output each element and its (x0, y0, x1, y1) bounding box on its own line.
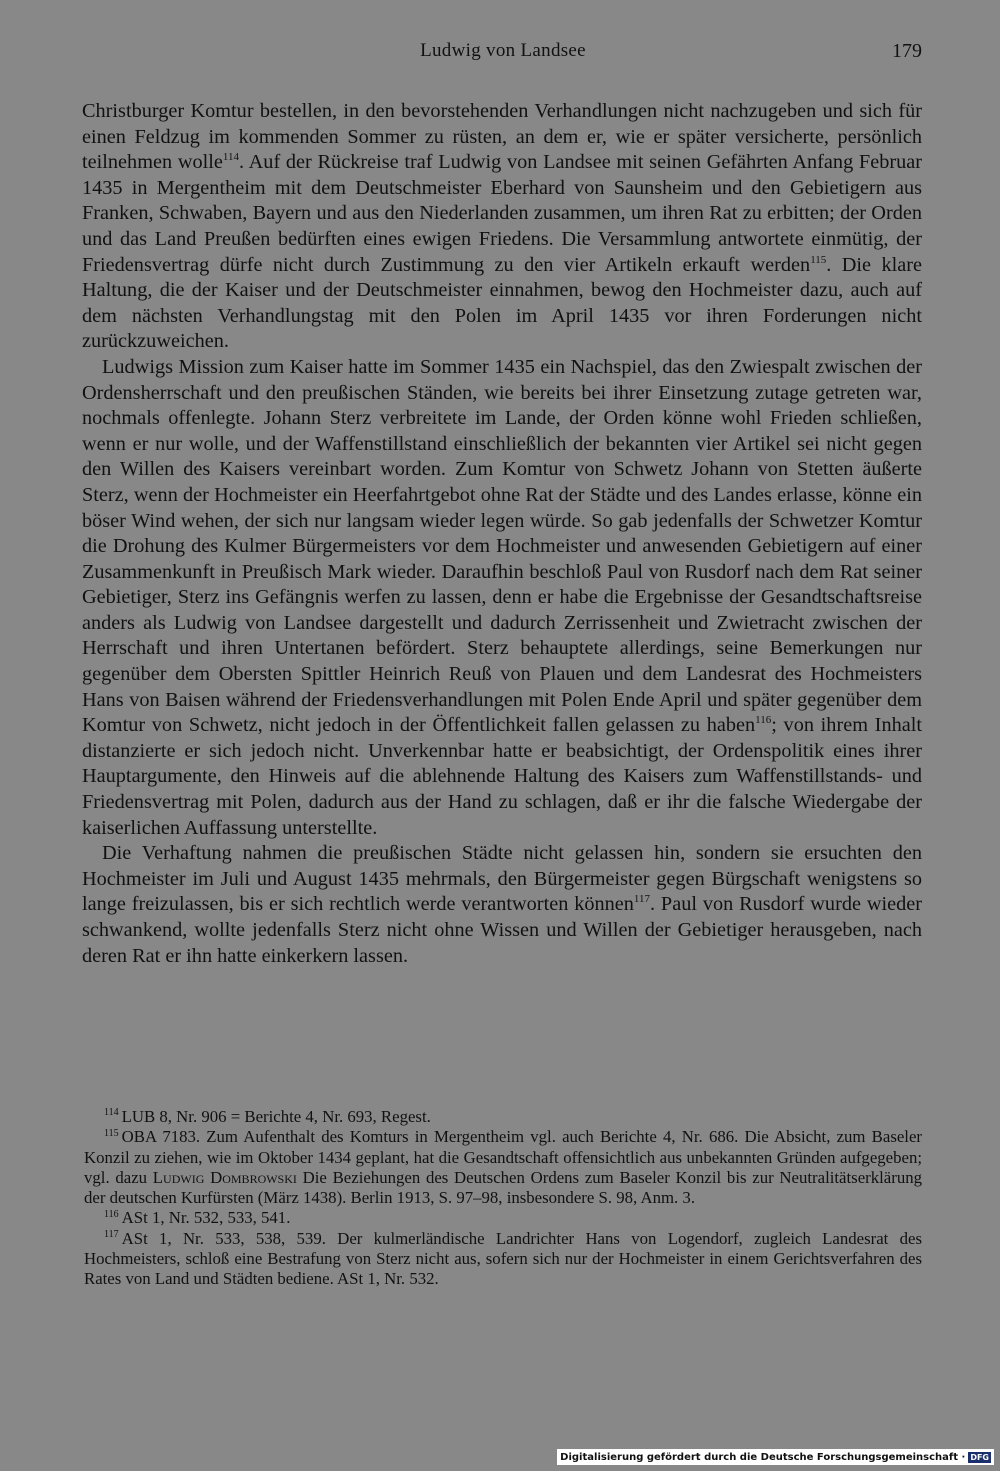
footnote-ref-116[interactable]: 116 (755, 714, 772, 727)
dfg-logo-icon: DFG (970, 1452, 989, 1462)
paragraph-3 (82, 841, 922, 969)
footnote-ref-115[interactable]: 115 (810, 253, 827, 266)
paragraph-3-text-b: . Paul von Rusdorf wurde wieder schwankend, wollte jedenfalls Sterz nicht ohne Wissen und Willen der Gebietiger herausgeben, nach deren Rat er ihn hatte einkerkern lassen. (82, 893, 922, 967)
paragraph-1 (82, 99, 922, 355)
footnote-ref-117[interactable]: 117 (633, 893, 650, 906)
digitization-credit (557, 1449, 994, 1465)
footnote-number: 116 (104, 1208, 119, 1220)
paragraph-2-text-a: Ludwigs Mission zum Kaiser hatte im Sommer 1435 ein Nachspiel, das den Zwiespalt zwischen der Ordensherrschaft und den preußischen Ständen, wie bereits bei ihrer Einsetzung zutage getreten war, nochmals offenlegte. Johann Sterz verbreitete im Lande, der Orden könne wohl Frieden schließen, wenn er nur wolle, und der Waffenstillstand einschließlich der bekannten vier Artikel sei nicht gegen den Willen des Kaisers vereinbart worden. Zum Komtur von Schwetz Johann von Stetten äußerte Sterz, wenn der Hochmeister ein Heerfahrtgebot ohne Rat der Städte und des Landes erlasse, könne ein böser Wind wehen, der sich nur langsam wieder legen würde. So gab jedenfalls der Schwetzer Komtur die Drohung des Kulmer Bürgermeisters vor dem Hochmeister und anwesenden Gebietigern auf einer Zusammenkunft in Preußisch Mark wieder. Daraufhin beschloß Paul von Rusdorf nach dem Rat seiner Gebietiger, Sterz ins Gefängnis werfen zu lassen, denn er habe die Ergebnisse der Gesandtschaftsreise anders als Ludwig von Landsee dargestellt und dadurch Zerrissenheit und Zwietracht zwischen der Herrschaft und ihren Untertanen befördert. Sterz behauptete allerdings, seine Bemerkungen nur gegenüber dem Obersten Spittler Heinrich Reuß von Plauen und dem Landesrat des Hochmeisters Hans von Baisen während der Friedensverhandlungen mit Polen Ende April und später gegenüber dem Komtur von Schwetz, nicht jedoch in der Öffentlichkeit fallen gelassen zu haben (82, 355, 922, 737)
footnotes (84, 1107, 922, 1290)
footnote-117 (84, 1229, 922, 1290)
body-text (82, 99, 922, 969)
footnote-text: LUB 8, Nr. 906 = Berichte 4, Nr. 693, Regest. (121, 1107, 431, 1126)
running-head (84, 40, 922, 70)
footnote-number: 117 (104, 1229, 119, 1241)
footnote-text-a: OBA 7183. Zum Aufenthalt des Komturs in Mergentheim vgl. auch Berichte 4, Nr. 686. Die Absicht, zum Baseler Konzil zu ziehen, wie im Oktober 1434 geplant, hat die Gesandtschaft offensichtlich aus unbekannten Gründen aufgegeben; vgl. dazu (84, 1127, 922, 1187)
running-title: Ludwig von Landsee (420, 40, 586, 61)
credit-text: Digitalisierung gefördert durch die Deutsche Forschungsgemeinschaft · (560, 1451, 966, 1463)
cited-author: Ludwig Dombrowski (152, 1167, 297, 1187)
page-number: 179 (892, 40, 922, 62)
paragraph-1-text-c: . Die klare Haltung, die der Kaiser und der Deutschmeister einnahmen, bewog den Hochmeister dazu, auch auf dem nächsten Verhandlungstag mit den Polen im April 1435 vor ihren Forderungen nicht zurückzuweichen. (82, 253, 923, 353)
paragraph-2-text-b: ; von ihrem Inhalt distanzierte er sich jedoch nicht. Unverkennbar hatte er beabsichtigt, der Ordenspolitik eines ihrer Hauptargumente, den Hinweis auf die ablehnende Haltung des Kaisers zum Waffenstillstands- und Friedensvertrag mit Polen, dadurch aus der Hand zu schlagen, daß er ihr die falsche Wiedergabe der kaiserlichen Auffassung unterstellte. (82, 714, 922, 839)
footnote-text: ASt 1, Nr. 533, 538, 539. Der kulmerländische Landrichter Hans von Logendorf, zugleich Landesrat des Hochmeisters, schloß eine Bestrafung von Sterz nicht aus, sofern sich nur der Hochmeister in einem Gerichtsverfahren des Rates von Land und Städten bediene. ASt 1, Nr. 532. (84, 1228, 922, 1289)
footnote-number: 115 (104, 1127, 119, 1139)
paragraph-2 (82, 355, 922, 841)
footnote-116 (84, 1208, 922, 1228)
paragraph-1-text-a: Christburger Komtur bestellen, in den bevorstehenden Verhandlungen nicht nachzugeben und sich für einen Feldzug im kommenden Sommer zu rüsten, an dem er, wie er später versicherte, persönlich teilnehmen wolle (82, 100, 922, 174)
footnote-115 (84, 1127, 922, 1208)
footnote-number: 114 (104, 1107, 119, 1119)
paragraph-1-text-b: . Auf der Rückreise traf Ludwig von Landsee mit seinen Gefährten Anfang Februar 1435 in Mergentheim mit dem Deutschmeister Eberhard von Saunsheim und den Gebietigern aus Franken, Schwaben, Bayern und aus den Niederlanden zusammen, um ihren Rat zu erbitten; der Orden und das Land Preußen bedürften eines ewigen Friedens. Die Versammlung antwortete einmütig, der Friedensvertrag dürfe nicht durch Zustimmung zu den vier Artikeln erkauft werden (82, 151, 922, 276)
paragraph-3-text-a: Die Verhaftung nahmen die preußischen Städte nicht gelassen hin, sondern sie ersuchten den Hochmeister im Juli und August 1435 mehrmals, den Bürgermeister gegen Bürgschaft wenigstens so lange freizulassen, bis er sich rechtlich werde verantworten können (82, 842, 922, 916)
footnote-text-b: Die Beziehungen des Deutschen Ordens zum Baseler Konzil bis zur Neutralitätserklärung der deutschen Kurfürsten (März 1438). Berlin 1913, S. 97–98, insbesondere S. 98, Anm. 3. (84, 1167, 922, 1208)
footnote-ref-114[interactable]: 114 (222, 151, 239, 164)
footnote-text: ASt 1, Nr. 532, 533, 541. (121, 1208, 291, 1228)
footnote-114 (84, 1107, 922, 1127)
